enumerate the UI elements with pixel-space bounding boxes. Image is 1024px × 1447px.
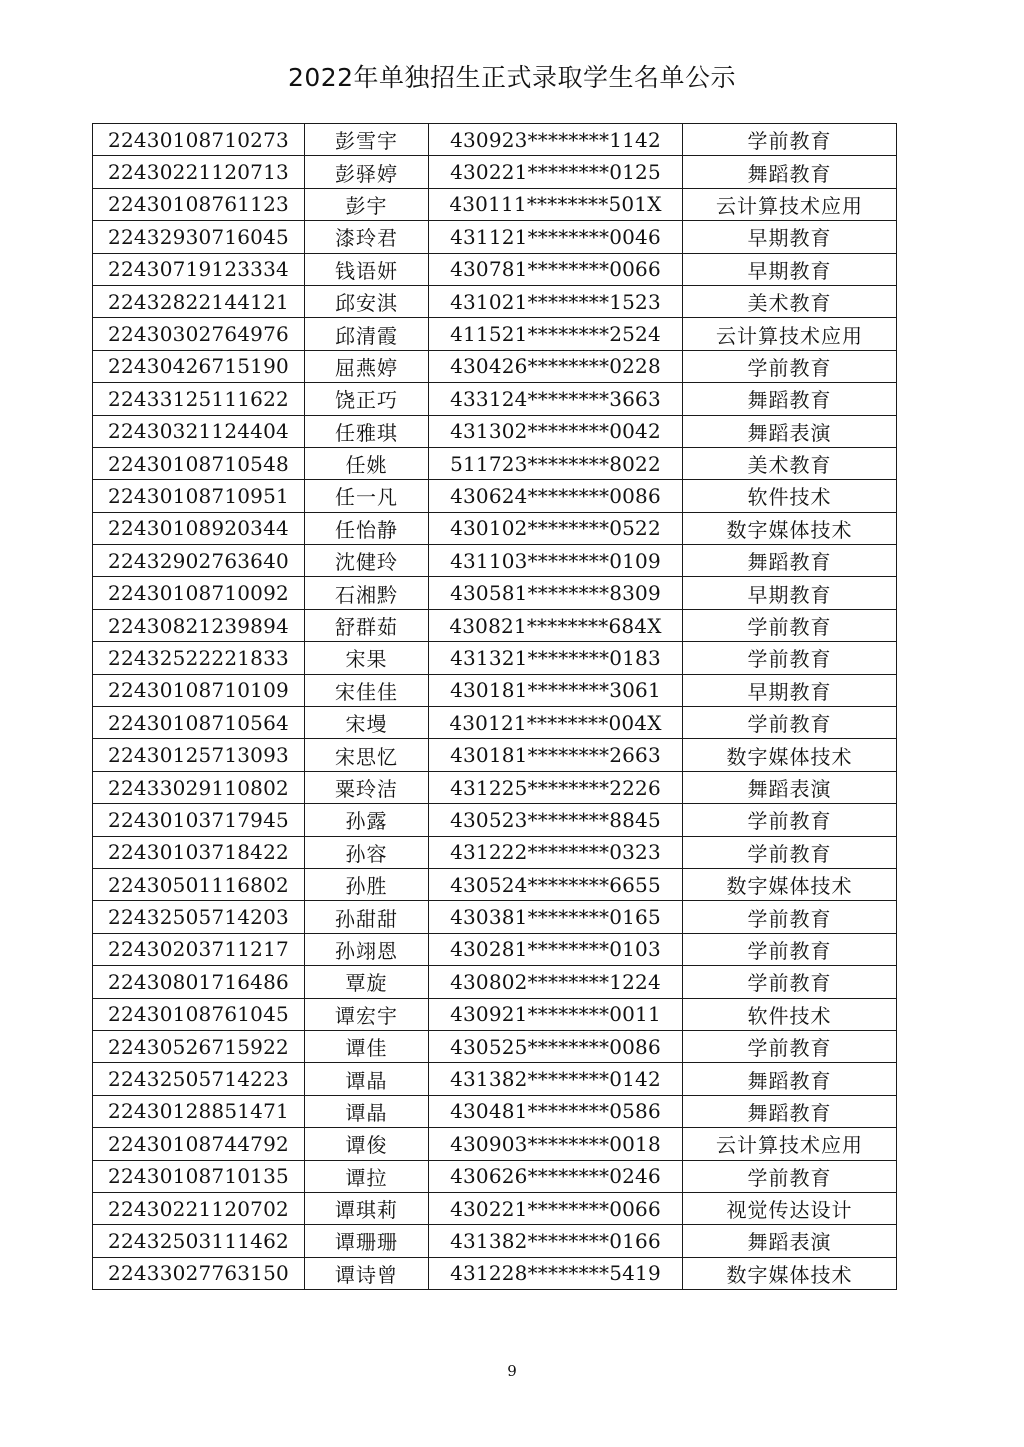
exam-number-cell: 22430108761045 [93, 998, 305, 1030]
exam-number-cell: 22430103718422 [93, 836, 305, 868]
exam-number-cell: 22430108710548 [93, 447, 305, 479]
major-cell: 学前教育 [683, 836, 897, 868]
major-cell: 舞蹈教育 [683, 1095, 897, 1127]
student-name-cell: 邱清霞 [305, 318, 429, 350]
major-cell: 美术教育 [683, 285, 897, 317]
exam-number-cell: 22430221120713 [93, 156, 305, 188]
exam-number-cell: 22432503111462 [93, 1225, 305, 1257]
student-name-cell: 舒群茹 [305, 609, 429, 641]
student-name-cell: 任雅琪 [305, 415, 429, 447]
major-cell: 美术教育 [683, 447, 897, 479]
exam-number-cell: 22430426715190 [93, 350, 305, 382]
exam-number-cell: 22430321124404 [93, 415, 305, 447]
exam-number-cell: 22430719123334 [93, 253, 305, 285]
table-row [93, 933, 897, 965]
table-row [93, 318, 897, 350]
major-cell: 软件技术 [683, 480, 897, 512]
id-card-cell: 430923********1142 [429, 124, 683, 156]
id-card-cell: 430121********004X [429, 707, 683, 739]
id-card-cell: 431302********0042 [429, 415, 683, 447]
id-card-cell: 430781********0066 [429, 253, 683, 285]
id-card-cell: 411521********2524 [429, 318, 683, 350]
major-cell: 学前教育 [683, 707, 897, 739]
exam-number-cell: 22430108920344 [93, 512, 305, 544]
student-name-cell: 谭珊珊 [305, 1225, 429, 1257]
exam-number-cell: 22430108710951 [93, 480, 305, 512]
student-name-cell: 谭拉 [305, 1160, 429, 1192]
table-row [93, 1225, 897, 1257]
table-row [93, 253, 897, 285]
student-name-cell: 饶正巧 [305, 383, 429, 415]
major-cell: 云计算技术应用 [683, 188, 897, 220]
table-row [93, 1192, 897, 1224]
student-name-cell: 谭俊 [305, 1128, 429, 1160]
student-name-cell: 漆玲君 [305, 221, 429, 253]
student-name-cell: 谭晶 [305, 1063, 429, 1095]
student-name-cell: 任姚 [305, 447, 429, 479]
exam-number-cell: 22433027763150 [93, 1257, 305, 1289]
major-cell: 早期教育 [683, 221, 897, 253]
id-card-cell: 430802********1224 [429, 966, 683, 998]
major-cell: 学前教育 [683, 1030, 897, 1062]
student-name-cell: 彭雪宇 [305, 124, 429, 156]
student-name-cell: 谭诗曾 [305, 1257, 429, 1289]
table-row [93, 966, 897, 998]
student-name-cell: 彭宇 [305, 188, 429, 220]
id-card-cell: 430821********684X [429, 609, 683, 641]
exam-number-cell: 22432505714223 [93, 1063, 305, 1095]
student-name-cell: 孙翊恩 [305, 933, 429, 965]
id-card-cell: 430102********0522 [429, 512, 683, 544]
table-row [93, 156, 897, 188]
id-card-cell: 430221********0125 [429, 156, 683, 188]
major-cell: 视觉传达设计 [683, 1192, 897, 1224]
id-card-cell: 430581********8309 [429, 577, 683, 609]
table-row [93, 771, 897, 803]
id-card-cell: 431121********0046 [429, 221, 683, 253]
id-card-cell: 511723********8022 [429, 447, 683, 479]
exam-number-cell: 22433029110802 [93, 771, 305, 803]
table-row [93, 836, 897, 868]
table-row [93, 1128, 897, 1160]
exam-number-cell: 22430128851471 [93, 1095, 305, 1127]
document-title: 2022年单独招生正式录取学生名单公示 [287, 63, 737, 92]
student-name-cell: 孙胜 [305, 868, 429, 900]
student-name-cell: 谭琪莉 [305, 1192, 429, 1224]
exam-number-cell: 22430526715922 [93, 1030, 305, 1062]
major-cell: 学前教育 [683, 804, 897, 836]
exam-number-cell: 22430108710273 [93, 124, 305, 156]
admission-list-table [92, 123, 897, 1290]
major-cell: 舞蹈教育 [683, 545, 897, 577]
id-card-cell: 430111********501X [429, 188, 683, 220]
student-name-cell: 钱语妍 [305, 253, 429, 285]
exam-number-cell: 22430108710564 [93, 707, 305, 739]
exam-number-cell: 22432930716045 [93, 221, 305, 253]
table-row [93, 545, 897, 577]
table-row [93, 707, 897, 739]
major-cell: 数字媒体技术 [683, 868, 897, 900]
id-card-cell: 431021********1523 [429, 285, 683, 317]
table-row [93, 739, 897, 771]
exam-number-cell: 22430203711217 [93, 933, 305, 965]
table-row [93, 383, 897, 415]
exam-number-cell: 22430501116802 [93, 868, 305, 900]
major-cell: 云计算技术应用 [683, 318, 897, 350]
student-name-cell: 覃旋 [305, 966, 429, 998]
table-row [93, 1257, 897, 1289]
id-card-cell: 431222********0323 [429, 836, 683, 868]
student-name-cell: 屈燕婷 [305, 350, 429, 382]
student-name-cell: 任怡静 [305, 512, 429, 544]
table-row [93, 642, 897, 674]
major-cell: 数字媒体技术 [683, 1257, 897, 1289]
student-name-cell: 宋佳佳 [305, 674, 429, 706]
id-card-cell: 430281********0103 [429, 933, 683, 965]
id-card-cell: 430481********0586 [429, 1095, 683, 1127]
major-cell: 学前教育 [683, 933, 897, 965]
table-row [93, 512, 897, 544]
major-cell: 舞蹈教育 [683, 156, 897, 188]
exam-number-cell: 22430821239894 [93, 609, 305, 641]
student-name-cell: 彭驿婷 [305, 156, 429, 188]
exam-number-cell: 22432902763640 [93, 545, 305, 577]
table-row [93, 1063, 897, 1095]
exam-number-cell: 22432522221833 [93, 642, 305, 674]
major-cell: 学前教育 [683, 124, 897, 156]
admission-list-body [93, 124, 897, 1290]
student-name-cell: 谭佳 [305, 1030, 429, 1062]
major-cell: 学前教育 [683, 966, 897, 998]
table-row [93, 998, 897, 1030]
major-cell: 早期教育 [683, 577, 897, 609]
exam-number-cell: 22430221120702 [93, 1192, 305, 1224]
exam-number-cell: 22430108744792 [93, 1128, 305, 1160]
id-card-cell: 430181********2663 [429, 739, 683, 771]
student-name-cell: 谭晶 [305, 1095, 429, 1127]
student-name-cell: 任一凡 [305, 480, 429, 512]
id-card-cell: 430903********0018 [429, 1128, 683, 1160]
student-name-cell: 石湘黔 [305, 577, 429, 609]
id-card-cell: 431103********0109 [429, 545, 683, 577]
major-cell: 软件技术 [683, 998, 897, 1030]
major-cell: 舞蹈表演 [683, 415, 897, 447]
table-row [93, 1160, 897, 1192]
id-card-cell: 430624********0086 [429, 480, 683, 512]
table-row [93, 188, 897, 220]
table-row [93, 415, 897, 447]
table-row [93, 609, 897, 641]
exam-number-cell: 22432822144121 [93, 285, 305, 317]
table-row [93, 577, 897, 609]
major-cell: 数字媒体技术 [683, 512, 897, 544]
exam-number-cell: 22430103717945 [93, 804, 305, 836]
id-card-cell: 433124********3663 [429, 383, 683, 415]
major-cell: 学前教育 [683, 609, 897, 641]
exam-number-cell: 22430108710092 [93, 577, 305, 609]
table-row [93, 674, 897, 706]
student-name-cell: 粟玲洁 [305, 771, 429, 803]
table-row [93, 285, 897, 317]
table-row [93, 804, 897, 836]
page-number: 9 [507, 1362, 517, 1380]
exam-number-cell: 22432505714203 [93, 901, 305, 933]
major-cell: 早期教育 [683, 253, 897, 285]
id-card-cell: 431382********0142 [429, 1063, 683, 1095]
exam-number-cell: 22430302764976 [93, 318, 305, 350]
exam-number-cell: 22430125713093 [93, 739, 305, 771]
id-card-cell: 430921********0011 [429, 998, 683, 1030]
table-row [93, 350, 897, 382]
student-name-cell: 邱安淇 [305, 285, 429, 317]
table-row [93, 447, 897, 479]
table-row [93, 1095, 897, 1127]
id-card-cell: 430181********3061 [429, 674, 683, 706]
major-cell: 早期教育 [683, 674, 897, 706]
table-row [93, 901, 897, 933]
table-row [93, 1030, 897, 1062]
exam-number-cell: 22430108710135 [93, 1160, 305, 1192]
student-name-cell: 宋果 [305, 642, 429, 674]
exam-number-cell: 22430108761123 [93, 188, 305, 220]
student-name-cell: 孙甜甜 [305, 901, 429, 933]
student-name-cell: 沈健玲 [305, 545, 429, 577]
id-card-cell: 430381********0165 [429, 901, 683, 933]
major-cell: 学前教育 [683, 901, 897, 933]
student-name-cell: 谭宏宇 [305, 998, 429, 1030]
id-card-cell: 430525********0086 [429, 1030, 683, 1062]
id-card-cell: 431228********5419 [429, 1257, 683, 1289]
id-card-cell: 431225********2226 [429, 771, 683, 803]
id-card-cell: 430523********8845 [429, 804, 683, 836]
student-name-cell: 孙露 [305, 804, 429, 836]
student-name-cell: 孙容 [305, 836, 429, 868]
table-row [93, 868, 897, 900]
major-cell: 舞蹈表演 [683, 1225, 897, 1257]
table-row [93, 480, 897, 512]
exam-number-cell: 22430801716486 [93, 966, 305, 998]
major-cell: 舞蹈表演 [683, 771, 897, 803]
major-cell: 学前教育 [683, 350, 897, 382]
major-cell: 云计算技术应用 [683, 1128, 897, 1160]
id-card-cell: 431382********0166 [429, 1225, 683, 1257]
major-cell: 学前教育 [683, 642, 897, 674]
id-card-cell: 430426********0228 [429, 350, 683, 382]
id-card-cell: 430626********0246 [429, 1160, 683, 1192]
major-cell: 数字媒体技术 [683, 739, 897, 771]
table-row [93, 124, 897, 156]
exam-number-cell: 22433125111622 [93, 383, 305, 415]
major-cell: 学前教育 [683, 1160, 897, 1192]
id-card-cell: 430221********0066 [429, 1192, 683, 1224]
major-cell: 舞蹈教育 [683, 383, 897, 415]
id-card-cell: 431321********0183 [429, 642, 683, 674]
major-cell: 舞蹈教育 [683, 1063, 897, 1095]
student-name-cell: 宋思忆 [305, 739, 429, 771]
id-card-cell: 430524********6655 [429, 868, 683, 900]
table-row [93, 221, 897, 253]
student-name-cell: 宋墁 [305, 707, 429, 739]
exam-number-cell: 22430108710109 [93, 674, 305, 706]
